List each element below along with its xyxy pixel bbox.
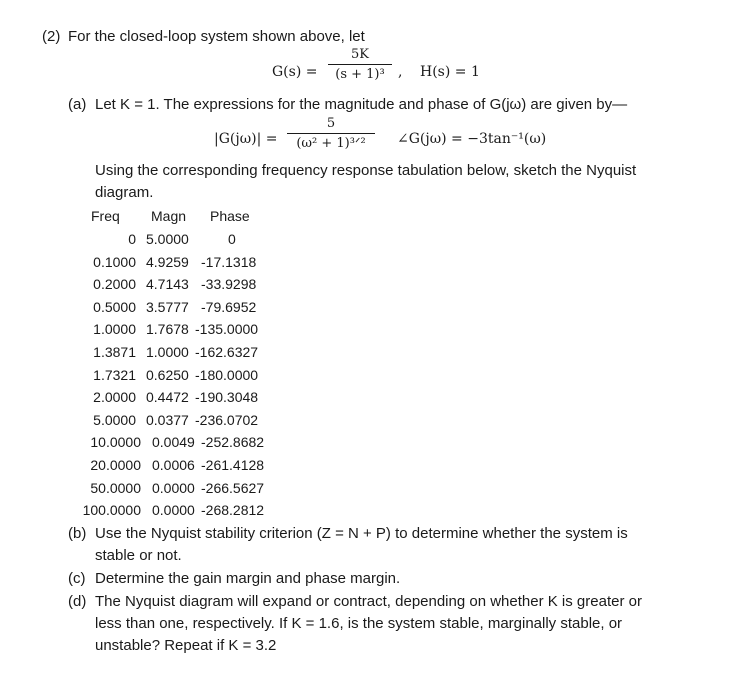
cell-phase: -33.9298 (201, 276, 257, 293)
magnitude-fraction (287, 115, 375, 152)
table-row (0, 274, 736, 294)
cell-magn: 0.0049 (152, 434, 195, 451)
cell-magn: 4.7143 (146, 276, 189, 293)
cell-phase: -180.0000 (195, 366, 259, 383)
cell-magn: 0.4472 (146, 389, 189, 406)
g-denominator: (s + 1)³ (335, 67, 385, 82)
cell-freq: 2.0000 (93, 389, 136, 406)
part-b-line-2: stable or not. (95, 547, 182, 564)
part-d-line-1: The Nyquist diagram will expand or contract, depending on whether K is greater or (95, 593, 642, 610)
table-header (0, 206, 736, 226)
table-row (0, 432, 736, 452)
table-row (0, 229, 736, 249)
table-row (0, 319, 736, 339)
g-lhs: G(s) = (272, 64, 318, 80)
cell-freq: 100.0000 (82, 502, 141, 519)
part-d-line-2: less than one, respectively. If K = 1.6, is the system stable, marginally stable, or (95, 615, 623, 632)
part-c-label: (c) (68, 570, 86, 587)
table-row (0, 478, 736, 498)
cell-phase: -268.2812 (201, 502, 265, 519)
header-magn: Magn (151, 208, 187, 224)
cell-freq: 5.0000 (93, 411, 136, 428)
g-fraction-bar (328, 64, 392, 65)
cell-freq: 50.0000 (90, 479, 141, 496)
g-numerator: 5K (351, 47, 369, 62)
h-expression: H(s) = 1 (420, 64, 480, 80)
part-d-line-3: unstable? Repeat if K = 3.2 (95, 637, 277, 654)
g-sep: , (398, 64, 403, 80)
cell-magn: 4.9259 (146, 253, 189, 270)
part-b-line-1: Use the Nyquist stability criterion (Z = N + P) to determine whether the system is (95, 525, 628, 542)
cell-freq: 20.0000 (90, 457, 141, 473)
magnitude-denominator: (ω² + 1)³ᐟ² (296, 136, 366, 151)
cell-freq: 0.1000 (93, 253, 136, 270)
cell-magn: 0.0006 (152, 457, 195, 473)
cell-freq: 1.7321 (93, 366, 136, 383)
cell-freq: 10.0000 (90, 434, 141, 451)
cell-phase: -190.3048 (195, 389, 259, 406)
cell-magn: 0.0000 (152, 502, 195, 519)
table-row (0, 455, 736, 475)
cell-magn: 0.0000 (152, 479, 195, 496)
table-row (0, 297, 736, 317)
part-c-line-1: Determine the gain margin and phase margin. (95, 570, 401, 587)
cell-phase: -17.1318 (201, 253, 257, 270)
cell-phase: -79.6952 (201, 298, 257, 315)
cell-phase: 0 (228, 231, 236, 247)
cell-magn: 0.0377 (146, 411, 189, 428)
cell-magn: 3.5777 (146, 298, 189, 315)
table-row (0, 342, 736, 362)
phase-expression: ∠G(jω) = −3tan⁻¹(ω) (397, 131, 547, 147)
cell-phase: -162.6327 (195, 344, 259, 360)
part-d-label: (d) (68, 593, 87, 610)
part-a-text: Let K = 1. The expressions for the magnitude and phase of G(jω) are given by— (95, 96, 628, 113)
magnitude-numerator: 5 (326, 116, 336, 131)
table-row (0, 365, 736, 385)
part-b-label: (b) (68, 525, 87, 542)
header-phase: Phase (210, 208, 250, 224)
instruction-line-1: Using the corresponding frequency response tabulation below, sketch the Nyquist (95, 162, 637, 179)
question-intro: For the closed-loop system shown above, let (68, 28, 365, 45)
table-row (0, 387, 736, 407)
cell-phase: -135.0000 (195, 321, 259, 338)
cell-freq: 1.3871 (93, 344, 136, 360)
cell-magn: 1.0000 (146, 344, 189, 360)
cell-phase: -266.5627 (201, 479, 265, 496)
cell-phase: -261.4128 (201, 457, 265, 473)
table-row (0, 410, 736, 430)
magnitude-lhs: |G(jω)| = (214, 131, 278, 147)
cell-phase: -236.0702 (195, 411, 259, 428)
cell-magn: 1.7678 (146, 321, 189, 338)
cell-freq: 0.5000 (93, 298, 136, 315)
table-row (0, 252, 736, 272)
cell-freq: 0 (128, 231, 136, 247)
header-freq: Freq (91, 208, 120, 224)
table-row (0, 500, 736, 520)
cell-magn: 0.6250 (146, 366, 189, 383)
magnitude-fraction-bar (287, 133, 375, 134)
part-a-label: (a) (68, 96, 87, 113)
g-fraction (328, 46, 392, 83)
question-number: (2) (42, 28, 61, 45)
instruction-line-2: diagram. (95, 184, 154, 201)
cell-phase: -252.8682 (201, 434, 265, 451)
cell-freq: 1.0000 (93, 321, 136, 338)
cell-freq: 0.2000 (93, 276, 136, 293)
cell-magn: 5.0000 (146, 231, 189, 247)
